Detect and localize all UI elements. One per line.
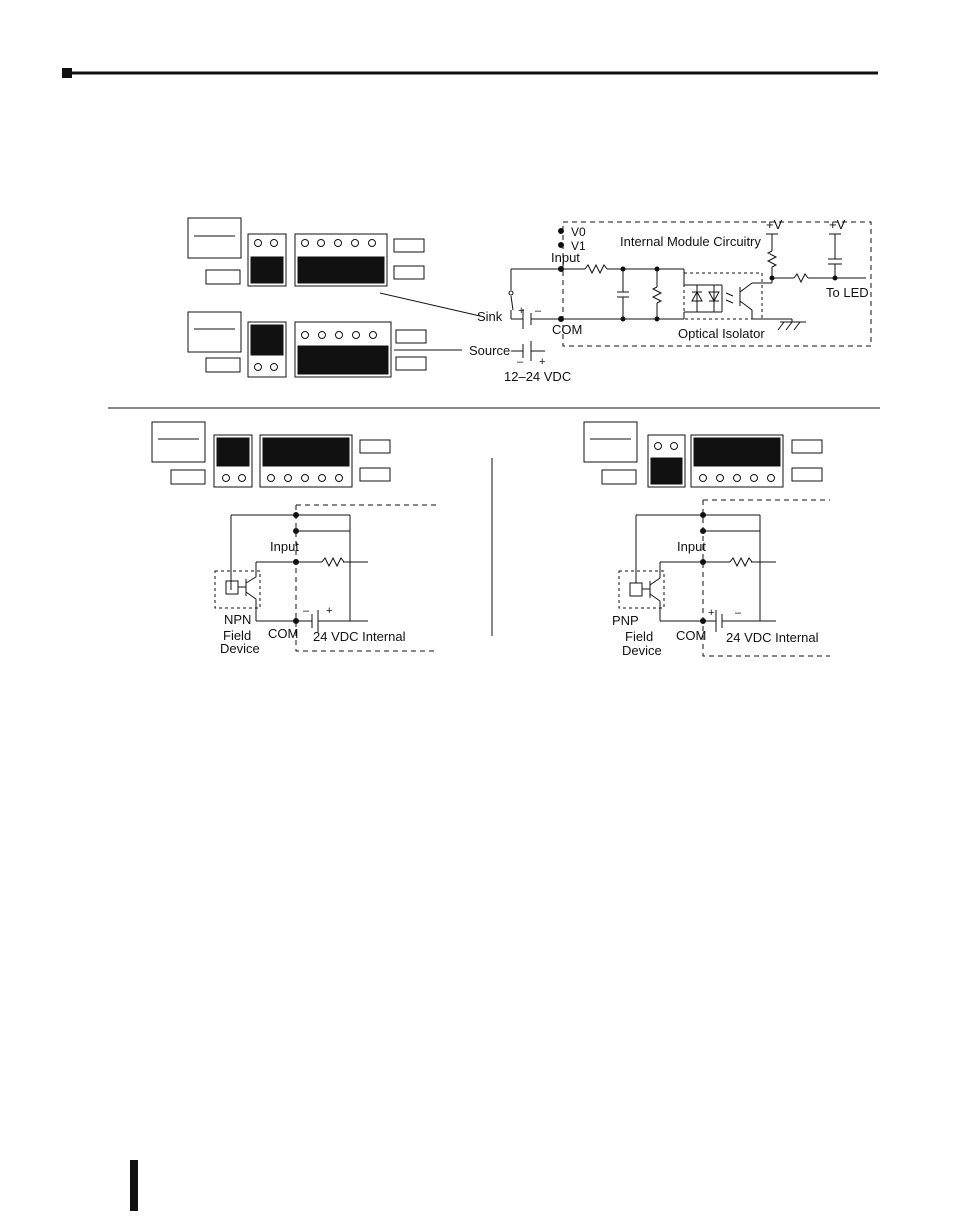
npn-field-label: Field — [223, 628, 252, 643]
sink-label: Sink — [477, 309, 503, 324]
npn-device-label: Device — [220, 641, 260, 656]
npn-com-label: COM — [268, 626, 299, 641]
npn-device-type: NPN — [224, 612, 252, 627]
source-plus-sign: + — [539, 356, 546, 368]
pnp-com-label: COM — [676, 628, 707, 643]
pnp-device-label: Device — [622, 643, 662, 658]
npn-labels — [220, 539, 406, 656]
sink-leader-line — [380, 293, 480, 316]
source-jumper-block — [188, 312, 426, 377]
header-rule — [62, 68, 878, 78]
npn-jumper-block — [152, 422, 390, 487]
v0-label: V0 — [571, 225, 586, 239]
source-label: Source — [469, 343, 511, 358]
pnp-jumper-block — [584, 422, 822, 487]
internal-circuitry-label: Internal Module Circuitry — [620, 234, 761, 249]
pnp-device-type: PNP — [612, 613, 639, 628]
input-circuit-labels — [469, 217, 869, 384]
pnp-plus-sign: + — [708, 607, 715, 619]
optical-isolator-label: Optical Isolator — [678, 326, 765, 341]
com-label: COM — [552, 322, 583, 337]
vplus-label-1: +V — [766, 217, 783, 232]
npn-input-label: Input — [270, 539, 299, 554]
input-label: Input — [551, 250, 580, 265]
sink-plus-sign: + — [518, 305, 525, 317]
supply-voltage-label: 12–24 VDC — [504, 369, 572, 384]
pnp-supply-label: 24 VDC Internal — [726, 630, 819, 645]
v1-label: V1 — [571, 239, 586, 253]
to-led-label: To LED — [826, 285, 869, 300]
pnp-field-label: Field — [625, 629, 654, 644]
sink-jumper-block — [188, 218, 424, 286]
npn-plus-sign: + — [326, 605, 333, 617]
pnp-input-label: Input — [677, 539, 706, 554]
pnp-minus-sign: – — [735, 607, 742, 619]
npn-supply-label: 24 VDC Internal — [313, 629, 406, 644]
footer-tab-marker — [130, 1160, 138, 1211]
npn-minus-sign: – — [303, 605, 310, 617]
source-minus-sign: – — [517, 356, 524, 368]
pnp-labels — [612, 539, 819, 658]
vplus-label-2: +V — [829, 217, 846, 232]
sink-minus-sign: – — [535, 305, 542, 317]
